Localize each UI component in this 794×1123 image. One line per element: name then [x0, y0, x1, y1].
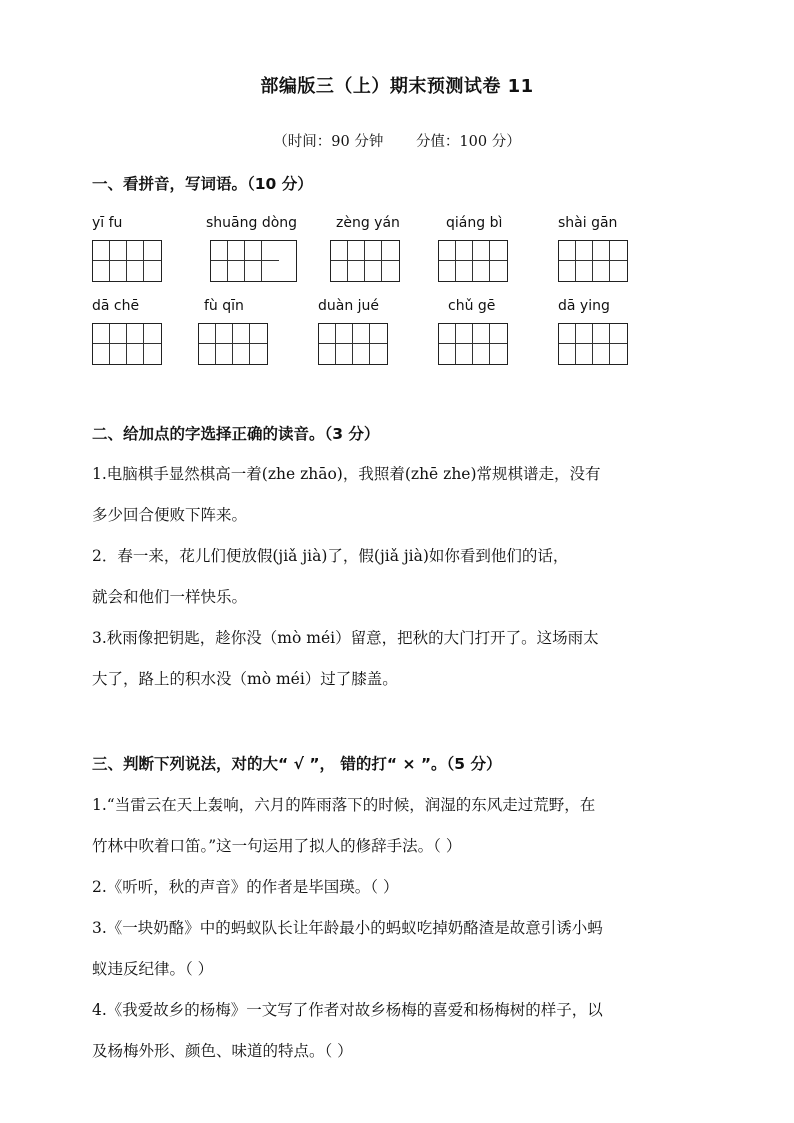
question-line: 1.“当雷云在天上轰响，六月的阵雨落下的时候，润湿的东风走过荒野，在	[92, 796, 596, 814]
pinyin-item	[206, 214, 297, 282]
question-line: 及杨梅外形、颜色、味道的特点。（ ）	[92, 1042, 353, 1060]
pinyin-label: duàn jué	[318, 298, 380, 314]
question-line: 2．春一来，花儿们便放假(jiǎ jià)了，假(jiǎ jià)如你看到他们的话，	[92, 547, 569, 565]
pinyin-item	[558, 214, 628, 282]
answer-grid[interactable]	[558, 240, 628, 282]
question-line: 2.《听听，秋的声音》的作者是毕国瑛。（ ）	[92, 878, 399, 896]
pinyin-label: dā ying	[558, 298, 610, 314]
question-line: 就会和他们一样快乐。	[92, 588, 248, 606]
answer-grid[interactable]	[558, 323, 628, 365]
question-line: 大了，路上的积水没（mò méi）过了膝盖。	[92, 670, 398, 688]
section3-body	[92, 785, 704, 1072]
question-line: 4.《我爱故乡的杨梅》一文写了作者对故乡杨梅的喜爱和杨梅树的样子，以	[92, 1001, 603, 1019]
question-line: 多少回合便败下阵来。	[92, 506, 248, 524]
pinyin-row-2	[0, 297, 794, 377]
pinyin-label: qiáng bì	[446, 215, 503, 231]
pinyin-item	[92, 297, 162, 365]
answer-grid[interactable]	[438, 240, 508, 282]
section2-body	[92, 454, 704, 700]
pinyin-label: chǔ gē	[448, 298, 496, 314]
question-line: 1.电脑棋手显然棋高一着(zhe zhāo)，我照着(zhē zhe)常规棋谱走，没有	[92, 465, 601, 483]
section2-heading: 二、给加点的字选择正确的读音。（3 分）	[92, 425, 380, 443]
pinyin-label: zèng yán	[336, 215, 400, 231]
exam-score: 分值：100 分）	[415, 134, 521, 150]
pinyin-item	[438, 214, 508, 282]
pinyin-item	[438, 297, 508, 365]
answer-grid[interactable]	[318, 323, 388, 365]
pinyin-row-1	[0, 214, 794, 294]
pinyin-label: dā chē	[92, 298, 140, 314]
answer-grid[interactable]	[210, 240, 297, 282]
pinyin-label: shuāng dòng	[206, 215, 298, 231]
section1-heading: 一、看拼音，写词语。（10 分）	[92, 175, 313, 193]
answer-grid[interactable]	[92, 323, 162, 365]
pinyin-label: fù qīn	[204, 298, 244, 314]
question-line: 蚁违反纪律。（ ）	[92, 960, 214, 978]
pinyin-item	[318, 297, 388, 365]
pinyin-label: yī fu	[92, 215, 123, 231]
question-line: 竹林中吹着口笛。”这一句运用了拟人的修辞手法。（ ）	[92, 837, 462, 855]
page-title: 部编版三（上）期末预测试卷 11	[260, 76, 534, 97]
exam-info	[0, 130, 794, 151]
section3-heading: 三、判断下列说法，对的大“ √ ”， 错的打“ × ”。（5 分）	[92, 755, 502, 773]
answer-grid[interactable]	[198, 323, 268, 365]
pinyin-label: shài gān	[558, 215, 618, 231]
answer-grid[interactable]	[330, 240, 400, 282]
pinyin-item	[198, 297, 268, 365]
answer-grid[interactable]	[92, 240, 162, 282]
exam-time: （时间：90 分钟	[273, 134, 384, 150]
question-line: 3.秋雨像把钥匙，趁你没（mò méi）留意，把秋的大门打开了。这场雨太	[92, 629, 599, 647]
question-line: 3.《一块奶酪》中的蚂蚁队长让年龄最小的蚂蚁吃掉奶酪渣是故意引诱小蚂	[92, 919, 603, 937]
answer-grid[interactable]	[438, 323, 508, 365]
pinyin-item	[558, 297, 628, 365]
pinyin-item	[92, 214, 162, 282]
pinyin-item	[330, 214, 400, 282]
